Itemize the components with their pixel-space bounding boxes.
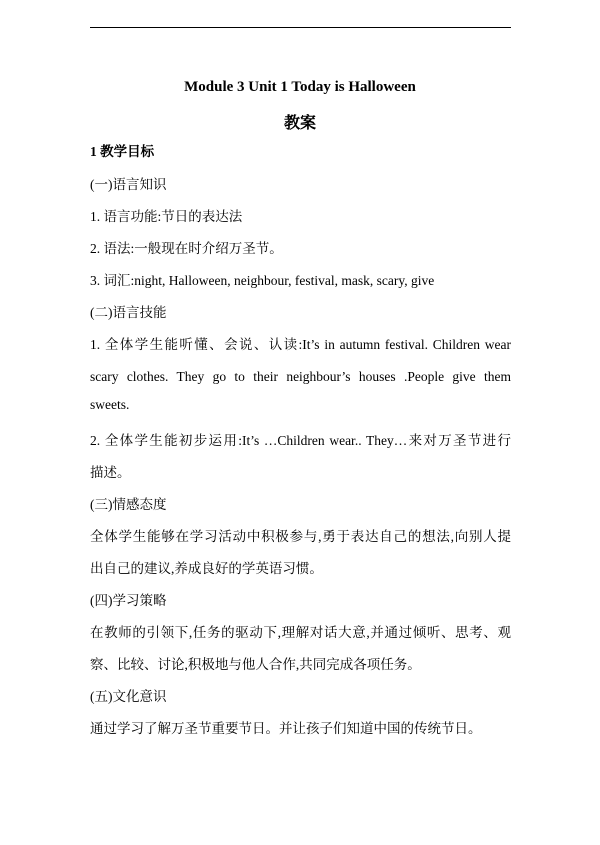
section-heading: 1 教学目标 bbox=[90, 144, 155, 159]
paragraph-line: scary clothes. They go to their neighbour’s houses .People give them bbox=[90, 369, 511, 384]
paragraph-line: 通过学习了解万圣节重要节日。并让孩子们知道中国的传统节日。 bbox=[90, 721, 482, 736]
subsection-heading: (一)语言知识 bbox=[90, 177, 167, 192]
list-item: 2. 语法:一般现在时介绍万圣节。 bbox=[90, 241, 283, 256]
document-subtitle: 教案 bbox=[283, 113, 316, 132]
paragraph-line: 察、比较、讨论,积极地与他人合作,共同完成各项任务。 bbox=[90, 657, 421, 672]
paragraph-line: 出自己的建议,养成良好的学英语习惯。 bbox=[90, 561, 323, 576]
subsection-heading: (二)语言技能 bbox=[90, 305, 167, 320]
paragraph-line: 描述。 bbox=[90, 465, 131, 480]
paragraph-line: sweets. bbox=[90, 397, 130, 412]
paragraph-line: 1. 全体学生能听懂、会说、认读:It’s in autumn festival. Children wear bbox=[90, 337, 511, 352]
paragraph-line: 2. 全体学生能初步运用:It’s …Children wear.. They…来对万圣节进行 bbox=[90, 433, 511, 448]
list-item: 1. 语言功能:节日的表达法 bbox=[90, 209, 243, 224]
list-item: 3. 词汇:night, Halloween, neighbour, festival, mask, scary, give bbox=[90, 273, 435, 288]
subsection-heading: (三)情感态度 bbox=[90, 497, 167, 512]
paragraph-line: 全体学生能够在学习活动中积极参与,勇于表达自己的想法,向别人提 bbox=[90, 529, 511, 544]
subsection-heading: (五)文化意识 bbox=[90, 689, 167, 704]
document-title: Module 3 Unit 1 Today is Halloween bbox=[184, 79, 416, 95]
paragraph-line: 在教师的引领下,任务的驱动下,理解对话大意,并通过倾听、思考、观 bbox=[90, 625, 511, 640]
subsection-heading: (四)学习策略 bbox=[90, 593, 167, 608]
header-rule bbox=[90, 27, 511, 28]
